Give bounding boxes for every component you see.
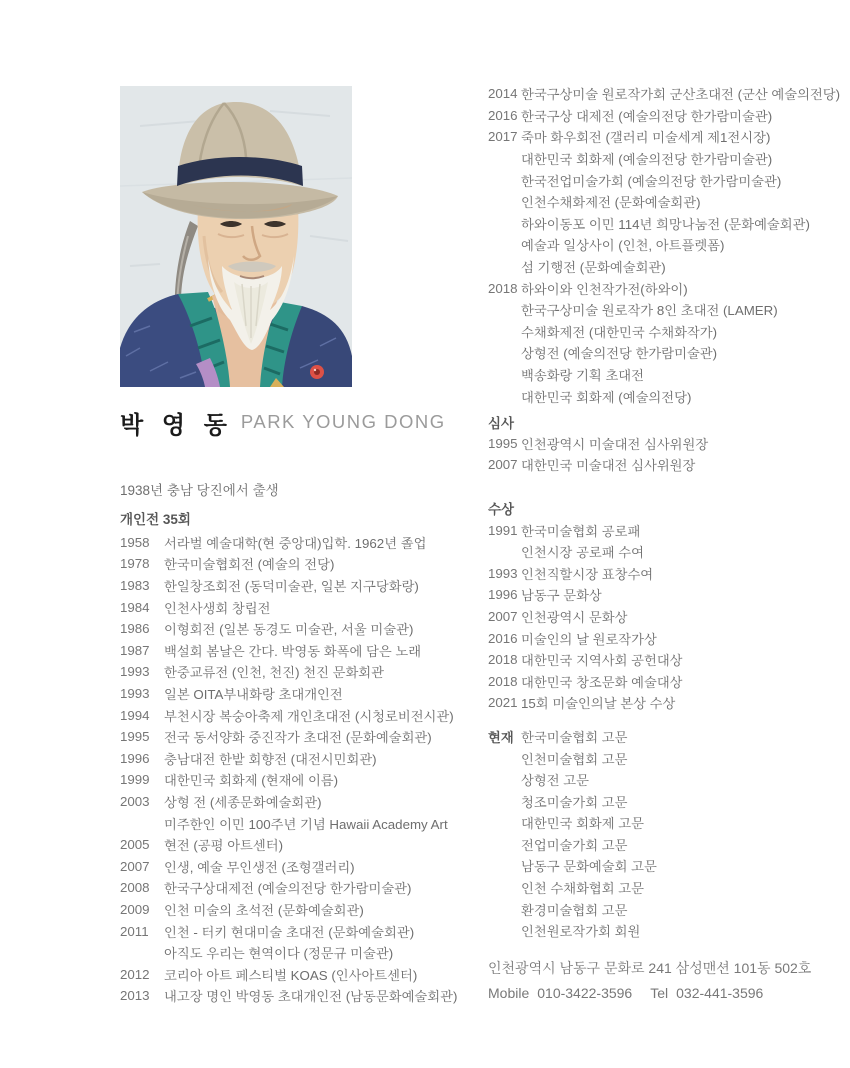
exhibition-row — [488, 148, 850, 170]
exhibition-row — [120, 683, 485, 705]
exhibition-row — [120, 877, 485, 899]
award-year: 1996 — [488, 587, 518, 603]
exhibition-text: 한국미술협회전 (예술의 전당) — [164, 557, 335, 573]
artist-name — [120, 407, 485, 437]
exhibition-year: 2007 — [120, 858, 150, 874]
portrait-image — [120, 86, 352, 387]
exhibition-row — [488, 169, 850, 191]
award-text: 남동구 문화상 — [521, 588, 602, 604]
exhibition-text: 하와이와 인천작가전(하와이) — [521, 281, 688, 297]
award-row — [488, 649, 850, 671]
exhibition-text: 한중교류전 (인천, 천진) 천진 문화회관 — [164, 665, 384, 681]
current-position-row — [488, 877, 850, 899]
award-year: 1993 — [488, 565, 518, 581]
exhibition-text: 현전 (공평 아트센터) — [164, 838, 284, 854]
award-row — [488, 562, 850, 584]
exhibition-row — [120, 812, 485, 834]
exhibition-row — [120, 963, 485, 985]
exhibition-row — [120, 575, 485, 597]
exhibition-year: 2012 — [120, 966, 150, 982]
award-row — [488, 627, 850, 649]
exhibition-year: 2016 — [488, 107, 518, 123]
exhibition-year: 2003 — [120, 794, 150, 810]
left-column — [120, 86, 485, 1007]
award-text: 인천직할시장 표창수여 — [521, 566, 654, 582]
exhibition-year: 1958 — [120, 534, 150, 550]
exhibition-row — [488, 256, 850, 278]
exhibition-text: 아직도 우리는 현역이다 (정문규 미술관) — [164, 946, 394, 962]
artist-portrait-photo — [120, 86, 352, 387]
exhibition-year: 1994 — [120, 707, 150, 723]
exhibition-text: 한국구상대제전 (예술의전당 한가람미술관) — [164, 881, 412, 897]
exhibition-year: 1995 — [120, 729, 150, 745]
solo-exhibition-list-left — [120, 532, 485, 1007]
exhibition-row — [120, 704, 485, 726]
exhibition-row — [488, 342, 850, 364]
exhibition-year: 2008 — [120, 880, 150, 896]
exhibition-row — [488, 299, 850, 321]
award-text: 15회 미술인의날 본상 수상 — [521, 696, 676, 712]
exhibition-row — [120, 985, 485, 1007]
exhibition-year: 1978 — [120, 556, 150, 572]
exhibition-year: 1987 — [120, 642, 150, 658]
exhibition-text: 일본 OITA부내화랑 초대개인전 — [164, 687, 343, 703]
section-title-judging: 심사 — [488, 415, 515, 431]
exhibition-text: 인천사생회 창립전 — [164, 600, 271, 616]
artist-name-korean: 박 영 동 — [120, 411, 233, 439]
exhibition-row — [120, 726, 485, 748]
current-position-row — [488, 834, 850, 856]
award-row — [488, 692, 850, 714]
exhibition-text: 한국구상미술 원로작가회 군산초대전 (군산 예술의전당) — [521, 87, 841, 103]
award-text: 대한민국 지역사회 공헌대상 — [521, 653, 683, 669]
exhibition-year: 2017 — [488, 129, 518, 145]
exhibition-year: 1983 — [120, 578, 150, 594]
exhibition-text: 대한민국 회화제 (예술의전당) — [521, 389, 692, 405]
exhibition-row — [488, 191, 850, 213]
current-text: 환경미술협회 고문 — [521, 902, 628, 918]
judging-year: 1995 — [488, 435, 518, 451]
current-position-row — [488, 726, 850, 748]
exhibition-row — [488, 234, 850, 256]
judging-row — [488, 433, 850, 455]
current-text: 인천원로작가회 회원 — [521, 924, 641, 940]
exhibition-text: 백설회 봄날은 간다. 박영동 화폭에 담은 노래 — [164, 643, 422, 659]
birth-info: 1938년 충남 당진에서 출생 — [120, 482, 279, 498]
exhibition-row — [488, 385, 850, 407]
exhibition-text: 한국구상미술 원로작가 8인 초대전 (LAMER) — [521, 303, 778, 319]
current-position-row — [488, 920, 850, 942]
award-text: 인천광역시 문화상 — [521, 609, 628, 625]
exhibition-row — [120, 899, 485, 921]
exhibition-row — [120, 532, 485, 554]
exhibition-text: 인천 미술의 초석전 (문화예술회관) — [164, 902, 364, 918]
exhibition-text: 상형 전 (세종문화예술회관) — [164, 795, 322, 811]
exhibition-row — [120, 834, 485, 856]
award-year: 2018 — [488, 652, 518, 668]
exhibition-row — [120, 791, 485, 813]
awards-list — [488, 519, 850, 713]
current-text: 인천 수채화협회 고문 — [521, 881, 644, 897]
exhibition-text: 내고장 명인 박영동 초대개인전 (남동문화예술회관) — [164, 989, 458, 1005]
right-column — [488, 83, 850, 1006]
exhibition-text: 죽마 화우회전 (갤러리 미술세계 제1전시장) — [521, 130, 771, 146]
exhibition-row — [120, 942, 485, 964]
exhibition-text: 수채화제전 (대한민국 수채화작가) — [521, 324, 718, 340]
exhibition-text: 한일창조회전 (동덕미술관, 일본 지구당화랑) — [164, 579, 419, 595]
exhibition-text: 서라벌 예술대학(현 중앙대)입학. 1962년 졸업 — [164, 535, 427, 551]
award-text: 대한민국 창조문화 예술대상 — [521, 674, 683, 690]
exhibition-text: 인천수채화제전 (문화예술회관) — [521, 195, 701, 211]
exhibition-row — [120, 920, 485, 942]
exhibition-row — [488, 83, 850, 105]
judging-text: 대한민국 미술대전 심사위원장 — [521, 458, 696, 474]
exhibition-year: 1984 — [120, 599, 150, 615]
award-year: 2016 — [488, 630, 518, 646]
judging-text: 인천광역시 미술대전 심사위원장 — [521, 436, 709, 452]
exhibition-year: 2014 — [488, 86, 518, 102]
exhibition-row — [120, 618, 485, 640]
exhibition-row — [120, 856, 485, 878]
tel-label: Tel — [650, 984, 669, 1001]
tel-number: 032-441-3596 — [676, 984, 764, 1001]
current-position-row — [488, 790, 850, 812]
award-year: 2018 — [488, 673, 518, 689]
award-row — [488, 670, 850, 692]
award-text: 인천시장 공로패 수여 — [521, 545, 644, 561]
award-year: 2007 — [488, 608, 518, 624]
exhibition-year: 2013 — [120, 988, 150, 1004]
exhibition-text: 전국 동서양화 중진작가 초대전 (문화예술회관) — [164, 730, 432, 746]
exhibition-text: 부천시장 복숭아축제 개인초대전 (시청로비전시관) — [164, 708, 454, 724]
exhibition-text: 하와이동포 이민 114년 희망나눔전 (문화예술회관) — [521, 216, 810, 232]
current-position-row — [488, 898, 850, 920]
exhibition-text: 대한민국 회화제 (현재에 이름) — [164, 773, 339, 789]
current-text: 대한민국 회화제 고문 — [521, 816, 644, 832]
current-position-row — [488, 747, 850, 769]
exhibition-text: 섬 기행전 (문화예술회관) — [521, 260, 666, 276]
judging-list — [488, 433, 850, 476]
current-position-row — [488, 855, 850, 877]
exhibition-row — [488, 213, 850, 235]
exhibition-year: 1996 — [120, 750, 150, 766]
current-text: 인천미술협회 고문 — [521, 751, 628, 767]
exhibition-row — [120, 640, 485, 662]
exhibition-text: 충남대전 한밭 회향전 (대전시민회관) — [164, 751, 377, 767]
current-label: 현재 — [488, 729, 514, 745]
exhibition-row — [120, 596, 485, 618]
contact-block — [488, 956, 850, 1006]
exhibition-text: 인천 - 터키 현대미술 초대전 (문화예술회관) — [164, 924, 415, 940]
exhibition-row — [488, 364, 850, 386]
exhibition-row — [120, 553, 485, 575]
award-year: 2021 — [488, 695, 518, 711]
exhibition-year: 2011 — [120, 923, 149, 939]
exhibition-row — [488, 105, 850, 127]
exhibition-text: 코리아 아트 페스티벌 KOAS (인사아트센터) — [164, 967, 418, 983]
exhibition-year: 1986 — [120, 621, 150, 637]
exhibition-row — [488, 277, 850, 299]
section-title-solo-exhibitions: 개인전 35회 — [120, 511, 191, 527]
exhibition-year: 2009 — [120, 901, 150, 917]
current-position-row — [488, 812, 850, 834]
exhibition-year: 1999 — [120, 772, 150, 788]
exhibition-text: 예술과 일상사이 (인천, 아트플렛폼) — [521, 238, 725, 254]
current-text: 청조미술가회 고문 — [521, 794, 628, 810]
award-row — [488, 606, 850, 628]
award-text: 한국미술협회 공로패 — [521, 523, 641, 539]
contact-phones — [488, 981, 850, 1006]
exhibition-year: 1993 — [120, 664, 150, 680]
exhibition-row — [488, 321, 850, 343]
exhibition-text: 인생, 예술 무인생전 (조형갤러리) — [164, 859, 355, 875]
current-text: 남동구 문화예술회 고문 — [521, 859, 657, 875]
section-title-awards: 수상 — [488, 502, 515, 518]
exhibition-text: 대한민국 회화제 (예술의전당 한가람미술관) — [521, 152, 773, 168]
award-year: 1991 — [488, 522, 518, 538]
current-positions-list — [488, 726, 850, 942]
exhibition-text: 이형회전 (일본 동경도 미술관, 서울 미술관) — [164, 622, 414, 638]
exhibition-year: 2005 — [120, 837, 150, 853]
award-text: 미술인의 날 원로작가상 — [521, 631, 657, 647]
exhibition-row — [120, 748, 485, 770]
exhibition-row — [120, 661, 485, 683]
award-row — [488, 519, 850, 541]
exhibition-text: 미주한인 이민 100주년 기념 Hawaii Academy Art — [164, 816, 448, 832]
exhibition-text: 백송화랑 기획 초대전 — [521, 368, 644, 384]
mobile-label: Mobile — [488, 984, 530, 1001]
current-text: 상형전 고문 — [521, 773, 589, 789]
exhibition-row — [120, 769, 485, 791]
contact-address: 인천광역시 남동구 문화로 241 삼성맨션 101동 502호 — [488, 959, 812, 976]
current-position-row — [488, 769, 850, 791]
solo-exhibition-list-right — [488, 83, 850, 407]
current-text: 전업미술가회 고문 — [521, 837, 628, 853]
exhibition-text: 상형전 (예술의전당 한가람미술관) — [521, 346, 718, 362]
award-row — [488, 541, 850, 563]
exhibition-row — [488, 126, 850, 148]
exhibition-text: 한국전업미술가회 (예술의전당 한가람미술관) — [521, 173, 782, 189]
exhibition-year: 1993 — [120, 686, 150, 702]
judging-row — [488, 454, 850, 476]
mobile-number: 010-3422-3596 — [537, 984, 633, 1001]
exhibition-year: 2018 — [488, 280, 518, 296]
judging-year: 2007 — [488, 457, 518, 473]
artist-name-english: PARK YOUNG DONG — [240, 411, 446, 432]
exhibition-text: 한국구상 대제전 (예술의전당 한가람미술관) — [521, 108, 773, 124]
award-row — [488, 584, 850, 606]
current-text: 한국미술협회 고문 — [521, 729, 628, 745]
